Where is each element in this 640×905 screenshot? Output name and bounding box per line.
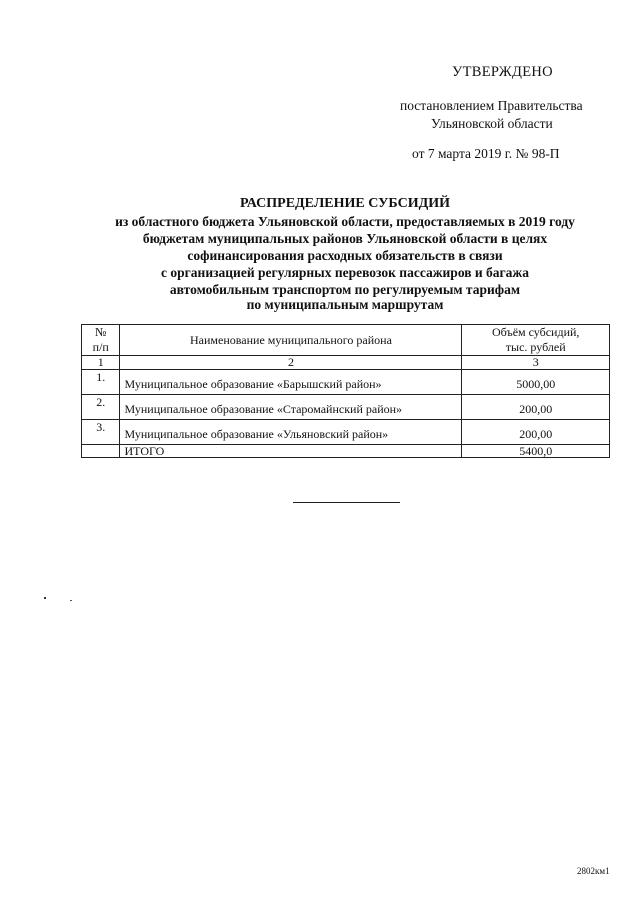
total-amount: 5400,0 (462, 445, 610, 458)
approval-stamp-title: УТВЕРЖДЕНО (452, 64, 553, 80)
header-amount-cell (462, 325, 610, 356)
header-amount-line-1: Объём субсидий, (492, 325, 580, 339)
column-number: 3 (462, 356, 610, 370)
decree-date-number: от 7 марта 2019 г. № 98-П (412, 146, 560, 161)
header-number-abbr: п/п (92, 340, 109, 354)
column-numbers-row (82, 356, 610, 370)
row-district-name: Муниципальное образование «Барышский район» (120, 370, 462, 395)
document-title: РАСПРЕДЕЛЕНИЕ СУБСИДИЙ (239, 196, 450, 211)
header-name-cell: Наименование муниципального района (120, 325, 462, 356)
table-total-row (82, 445, 610, 458)
title-line-4: софинансирования расходных обязательств в связи (187, 248, 503, 263)
scan-speck (44, 597, 46, 599)
table-row (82, 395, 610, 420)
total-label: ИТОГО (120, 445, 462, 458)
header-number-cell (82, 325, 120, 356)
row-amount: 200,00 (462, 420, 610, 445)
total-number-cell (82, 445, 120, 458)
row-number: 1. (82, 370, 120, 395)
table-header-row (82, 325, 610, 356)
decree-line-2: Ульяновской области (431, 116, 553, 131)
row-number: 3. (82, 420, 120, 445)
title-line-7: по муниципальным маршрутам (246, 297, 444, 312)
table-row (82, 420, 610, 445)
closing-rule-divider (293, 502, 400, 503)
column-number: 2 (120, 356, 462, 370)
title-line-2: из областного бюджета Ульяновской области, предоставляемых в 2019 году (115, 214, 575, 229)
document-code: 2802км1 (577, 866, 610, 876)
row-amount: 200,00 (462, 395, 610, 420)
title-line-3: бюджетам муниципальных районов Ульяновской области в целях (142, 231, 548, 246)
row-district-name: Муниципальное образование «Ульяновский район» (120, 420, 462, 445)
row-number: 2. (82, 395, 120, 420)
row-district-name: Муниципальное образование «Старомайнский район» (120, 395, 462, 420)
title-line-5: с организацией регулярных перевозок пассажиров и багажа (161, 265, 529, 280)
scan-speck (70, 600, 72, 601)
decree-line-1: постановлением Правительства (400, 98, 583, 113)
table-row (82, 370, 610, 395)
row-amount: 5000,00 (462, 370, 610, 395)
header-number-sign: № (95, 325, 107, 339)
header-amount-line-2: тыс. рублей (505, 340, 566, 354)
title-line-6: автомобильным транспортом по регулируемым тарифам (169, 282, 521, 297)
column-number: 1 (82, 356, 120, 370)
subsidy-table (81, 324, 610, 458)
